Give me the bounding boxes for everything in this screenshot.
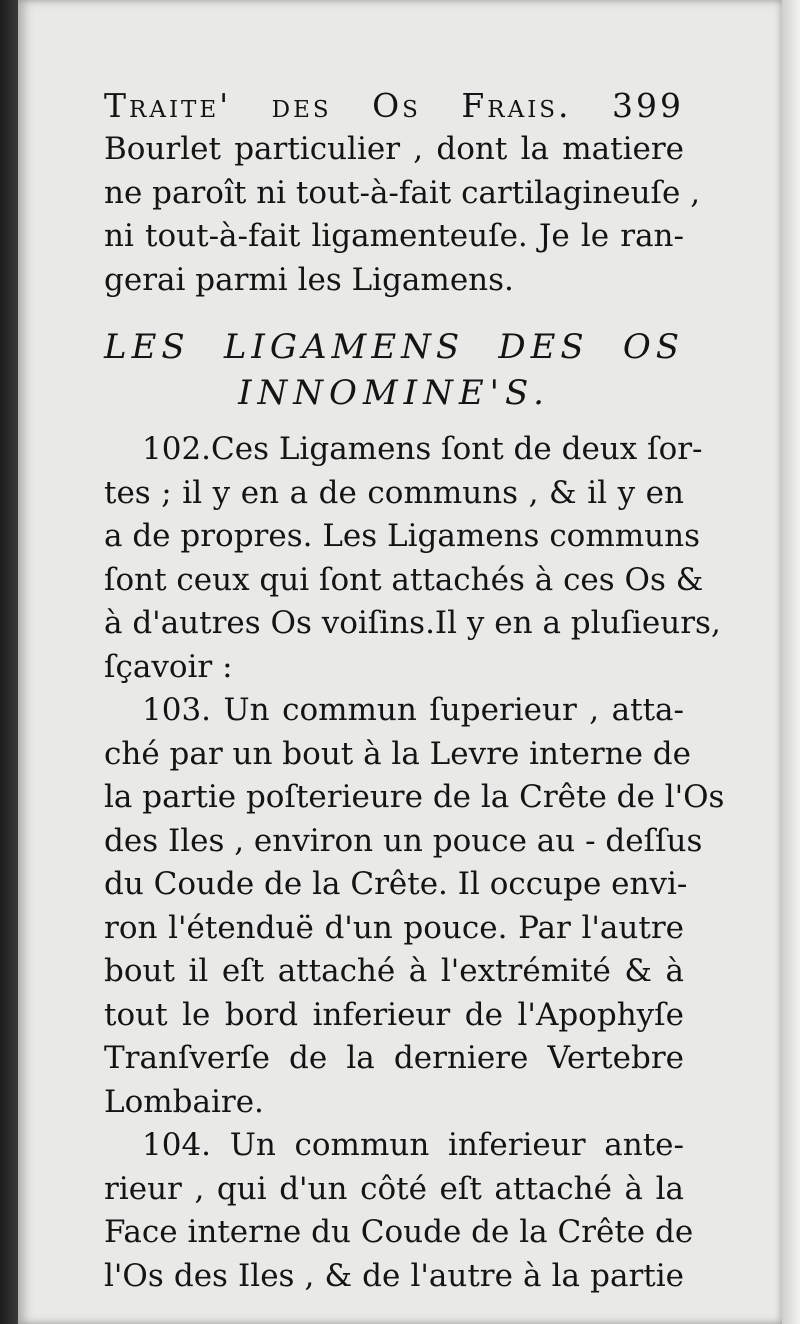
section-title bbox=[104, 324, 684, 416]
section-title-line: INNOMINE'S. bbox=[238, 373, 550, 413]
paragraph-102 bbox=[104, 428, 721, 689]
text-line: a de propres. Les Ligamens communs bbox=[104, 518, 700, 554]
text-line: 104. Un commun inferieur ante- bbox=[142, 1127, 684, 1163]
text-line: des Iles , environ un pouce au - deſſus bbox=[104, 822, 703, 859]
text-line: du Coude de la Crête. Il occupe envi- bbox=[104, 866, 688, 902]
text-line: ron l'étenduë d'un pouce. Par l'autre bbox=[104, 909, 684, 946]
running-header bbox=[104, 84, 684, 128]
text-line: rieur , qui d'un côté eſt attaché à la bbox=[104, 1170, 684, 1207]
page-number: 399 bbox=[611, 86, 684, 125]
running-head-title: Traite' des Os Frais. bbox=[104, 86, 572, 125]
text-line: bout il eſt attaché à l'extrémité & à bbox=[104, 953, 684, 989]
text-line: Lombaire. bbox=[104, 1083, 264, 1120]
section-title-line: LES LIGAMENS DES OS bbox=[104, 327, 684, 367]
book-gutter bbox=[0, 0, 18, 1324]
text-line: tout le bord inferieur de l'Apophyſe bbox=[104, 996, 684, 1033]
text-line: la partie poſterieure de la Crête de l'Os bbox=[104, 779, 725, 815]
text-line: Face interne du Coude de la Crête de bbox=[104, 1214, 694, 1250]
intro-paragraph bbox=[104, 128, 701, 302]
text-line: l'Os des Iles , & de l'autre à la partie bbox=[104, 1257, 684, 1294]
text-line: ché par un bout à la Levre interne de bbox=[104, 735, 692, 772]
page-edge bbox=[782, 0, 800, 1324]
text-line: tes ; il y en a de communs , & il y en bbox=[104, 474, 684, 511]
text-line: ſont ceux qui ſont attachés à ces Os & bbox=[104, 561, 704, 598]
text-line: Bourlet particulier , dont la matiere bbox=[104, 131, 684, 167]
text-line: à d'autres Os voiſins.Il y en a pluſieurs, bbox=[104, 605, 721, 641]
text-line: gerai parmi les Ligamens. bbox=[104, 261, 514, 298]
page-text bbox=[104, 84, 725, 1298]
text-line: 103. Un commun ſuperieur , atta- bbox=[142, 692, 684, 728]
text-line: 102.Ces Ligamens ſont de deux ſor- bbox=[142, 431, 703, 467]
text-line: ni tout-à-fait ligamenteuſe. Je le ran- bbox=[104, 218, 684, 254]
text-line: Tranſverſe de la derniere Vertebre bbox=[104, 1040, 684, 1076]
text-line: ne paroît ni tout-à-fait cartilagineuſe , bbox=[104, 174, 701, 211]
paragraph-104 bbox=[104, 1124, 694, 1298]
paragraph-103 bbox=[104, 689, 725, 1124]
text-line: ſçavoir : bbox=[104, 648, 233, 685]
